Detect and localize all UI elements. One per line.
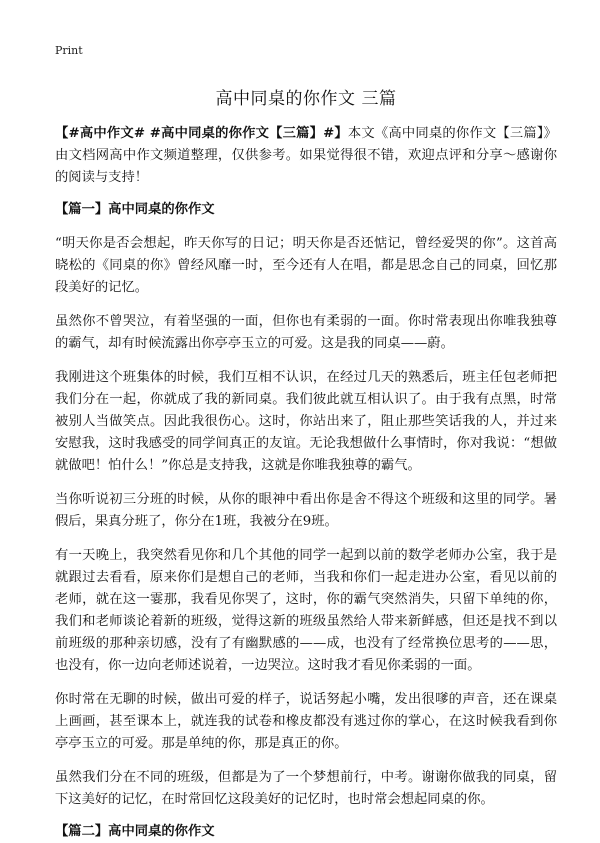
- body-paragraph: “明天你是否会想起，昨天你写的日记；明天你是否还惦记，曾经爱哭的你”。这首高晓松的《同桌的你》曾经风靡一时，至今还有人在唱，都是思念自己的同桌，回忆那段美好的记忆。: [55, 236, 557, 295]
- section-heading-1: 【篇一】高中同桌的你作文: [55, 202, 215, 217]
- document-title: 高中同桌的你作文 三篇: [215, 89, 397, 109]
- print-label: Print: [55, 44, 83, 57]
- body-paragraph: 你时常在无聊的时候，做出可爱的样子，说话努起小嘴，发出很嗲的声音，还在课桌上画画，甚至课本上，就连我的试卷和橡皮都没有逃过你的掌心，在这时候我看到你亭亭玉立的可爱。那是单纯的你，那是真正的你。: [55, 692, 557, 751]
- body-paragraph: 我刚进这个班集体的时候，我们互相不认识，在经过几天的熟悉后，班主任包老师把我们分在一起，你就成了我的新同桌。我们彼此就互相认识了。由于我有点黑，时常被别人当做笑点。因此我很伤心。这时，你站出来了，阻止那些笑话我的人，并过来安慰我，这时我感受的同学间真正的友谊。无论我想做什么事情时，你对我说：“想做就做吧！怕什么！”你总是支持我，这就是你唯我独尊的霸气。: [55, 370, 557, 473]
- intro-paragraph: [55, 123, 557, 189]
- body-paragraph: 虽然你不曾哭泣，有着坚强的一面，但你也有柔弱的一面。你时常表现出你唯我独尊的霸气，却有时候流露出你亭亭玉立的可爱。这是我的同桌——蔚。: [55, 314, 557, 351]
- intro-text: 本文《高中同桌的你作文【三篇】》由文档网高中作文频道整理，仅供参考。如果觉得很不错，欢迎点评和分享～感谢你的阅读与支持！: [55, 126, 557, 185]
- section-heading-2: 【篇二】高中同桌的你作文: [55, 824, 215, 839]
- intro-tags: 【#高中作文# #高中同桌的你作文【三篇】#】: [55, 126, 348, 141]
- body-paragraph: 有一天晚上，我突然看见你和几个其他的同学一起到以前的数学老师办公室，我于是就跟过去看看，原来你们是想自己的老师，当我和你们一起走进办公室，看见以前的老师，就在这一霎那，我看见你哭了，这时，你的霸气突然消失，只留下单纯的你，我们和老师谈论着新的班级，觉得这新的班级虽然给人带来新鲜感，但还是找不到以前班级的那种亲切感，没有了有幽默感的——成，也没有了经常换位思考的——思，也没有，你一边向老师述说着，一边哭泣。这时我才看见你柔弱的一面。: [55, 548, 557, 673]
- body-paragraph: 当你听说初三分班的时候，从你的眼神中看出你是舍不得这个班级和这里的同学。暑假后，果真分班了，你分在1班，我被分在9班。: [55, 492, 557, 529]
- body-paragraph: 虽然我们分在不同的班级，但都是为了一个梦想前行，中考。谢谢你做我的同桌，留下这美好的记忆，在时常回忆这段美好的记忆时，也时常会想起同桌的你。: [55, 770, 557, 807]
